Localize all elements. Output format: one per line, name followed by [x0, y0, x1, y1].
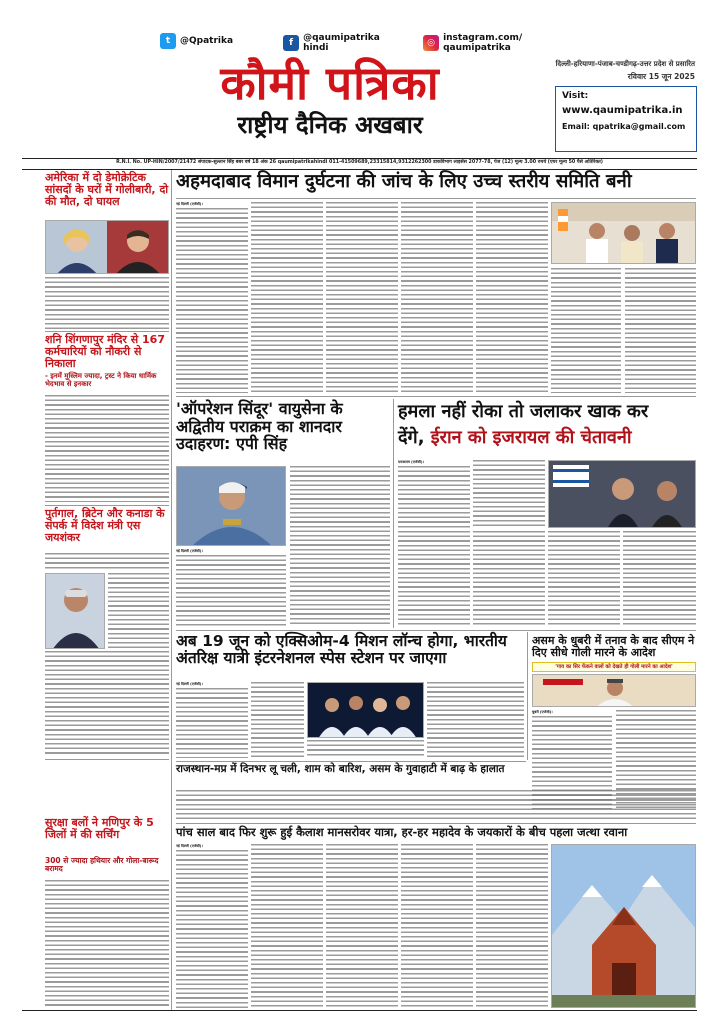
- axiom-col1: [176, 688, 248, 758]
- sidebar-story2-body: [45, 395, 169, 502]
- kailash-col3: [326, 844, 398, 1008]
- iran-col3: [398, 531, 470, 627]
- contact-box: [555, 86, 697, 152]
- axiom-col3: [427, 682, 524, 758]
- social-facebook[interactable]: [283, 33, 380, 53]
- iran-col1: [398, 466, 470, 528]
- kailash-col5: [476, 844, 548, 1008]
- sidebar-story3-body-b: [108, 573, 169, 649]
- twitter-icon: t: [160, 33, 176, 49]
- social-bar: [160, 33, 670, 55]
- iran-israel-photo: [548, 460, 696, 528]
- editions-line: दिल्ली-हरियाणा-पंजाब-चण्डीगढ़-उत्तर प्रदेश से प्रसारित: [555, 60, 695, 68]
- lead-col6: [551, 268, 621, 393]
- facebook-handle: @qaumipatrika hindi: [303, 33, 380, 53]
- op-sindoor-headline: 'ऑपरेशन सिंदूर' वायुसेना के अद्वितीय पराक्रम का शानदार उदाहरण: एपी सिंह: [176, 399, 343, 454]
- assam-headline: असम के धुबरी में तनाव के बाद सीएम ने दिए सीधे गोली मारने के आदेश: [532, 634, 695, 660]
- kailash-col4: [401, 844, 473, 1008]
- lead-col5: [476, 202, 548, 393]
- iran-headline-line2b: ईरान को इजरायल की चेतावनी: [430, 427, 632, 448]
- op-sindoor-dateline: नई दिल्ली (एजेंसी)।: [176, 549, 203, 553]
- axiom-col2: [251, 682, 304, 758]
- visit-label: Visit:: [562, 91, 589, 101]
- sidebar-headline-jaishankar: पुर्तगाल, ब्रिटेन और कनाडा के संपर्क में विदेश मंत्री एस जयशंकर: [45, 507, 165, 545]
- sidebar-headline-us-shooting: अमेरिका में दो डेमोक्रेटिक सांसदों के घरों में गोलीबारी, दो की मौत, दो घायल: [45, 171, 169, 209]
- sidebar-story3-body-a: [45, 553, 169, 571]
- iran-col6: [623, 531, 696, 627]
- sidebar-story3-body-c: [45, 651, 169, 756]
- lead-dateline: नई दिल्ली (एजेंसी)।: [176, 202, 203, 206]
- iran-dateline: यरूशलम (एजेंसी)।: [398, 460, 424, 464]
- op-sindoor-body-b: [290, 466, 390, 627]
- axiom-crew-photo: [307, 682, 424, 738]
- axiom-headline: अब 19 जून को एक्सिओम-4 मिशन लॉन्च होगा, भारतीय अंतरिक्ष यात्री इंटरनेशनल स्पेस स्टेशन पर जाएगा: [176, 632, 507, 668]
- lead-headline: अहमदाबाद विमान दुर्घटना की जांच के लिए उच्च स्तरीय समिति बनी: [176, 171, 632, 192]
- sidebar-headline-shani-temple: शनि शिंगणापुर मंदिर से 167 कर्मचारियों को नौकरी से निकाला: [45, 333, 165, 371]
- sidebar-subhead-manipur: 300 से ज्यादा हथियार और गोला-बारूद बरामद: [45, 856, 159, 874]
- lead-col7: [625, 268, 696, 393]
- iran-col5: [548, 531, 620, 627]
- axiom-caption: [307, 740, 424, 758]
- lead-col1: [176, 208, 248, 393]
- instagram-icon: ◎: [423, 35, 439, 51]
- lead-meeting-photo: [551, 202, 696, 264]
- masthead-title: कौमी पत्रिका: [220, 56, 440, 110]
- iran-col4: [473, 531, 545, 627]
- ap-singh-photo: [176, 466, 286, 546]
- instagram-handle: instagram.com/ qaumipatrika: [443, 33, 523, 53]
- lead-col4: [401, 202, 473, 393]
- kailash-temple-photo: [551, 844, 696, 1008]
- sidebar-subhead-shani: - इनमें मुस्लिम ज्यादा, ट्रस्ट ने किया धार्मिक भेदभाव से इनकार: [45, 372, 157, 388]
- iran-headline-line1: हमला नहीं रोका तो जलाकर खाक कर: [398, 401, 649, 422]
- assam-dateline: धुबरी (एजेंसी)।: [532, 710, 553, 714]
- kailash-col1: [176, 850, 248, 1008]
- iran-headline-line2: [398, 428, 696, 448]
- masthead-tagline: राष्ट्रीय दैनिक अखबार: [237, 111, 423, 139]
- registration-line: R.N.I. No. UP-HIN/2007/21472 संपादक-सुल्तान सिंह बबर वर्ष 18 अंक 26 qaumipatrikahindi 011-41509689,23315814,9312262300 डाकविभाग लाइसेंस 2077-78, पेज (12) मूल्य 3.00 रुपये (एयर मूल्य 50 पैसे अतिरिक्त): [116, 160, 603, 165]
- op-sindoor-body-a: [176, 555, 286, 627]
- weather-headline: राजस्थान-मप्र में दिनभर लू चली, शाम को बारिश, असम के गुवाहाटी में बाढ़ के हालात: [176, 763, 505, 775]
- website-link[interactable]: www.qaumipatrika.in: [562, 105, 683, 116]
- twitter-handle: @Qpatrika: [180, 36, 234, 46]
- axiom-dateline: नई दिल्ली (एजेंसी)।: [176, 682, 203, 686]
- weather-body: [176, 790, 696, 820]
- jaishankar-photo: [45, 573, 105, 649]
- email-link[interactable]: Email: qpatrika@gmail.com: [562, 122, 686, 131]
- social-twitter[interactable]: [160, 33, 233, 49]
- sidebar-story1-body: [45, 277, 169, 329]
- iran-col2: [473, 460, 545, 528]
- kailash-headline: पांच साल बाद फिर शुरू हुई कैलाश मानसरोवर यात्रा, हर-हर महादेव के जयकारों के बीच पहला जत्था रवाना: [176, 825, 628, 839]
- social-instagram[interactable]: [423, 33, 543, 53]
- sidebar-story4-body: [45, 880, 169, 1008]
- sidebar-headline-manipur: सुरक्षा बलों ने मणिपुर के 5 जिलों में की सर्चिंग: [45, 816, 154, 842]
- lead-col2: [251, 202, 323, 393]
- date-line: रविवार 15 जून 2025: [627, 72, 695, 81]
- lawmaker-portrait-2: [107, 221, 168, 274]
- us-lawmakers-photo: [45, 220, 169, 274]
- kailash-col2: [251, 844, 323, 1008]
- lawmaker-portrait-1: [46, 221, 107, 274]
- himanta-photo: [532, 674, 696, 707]
- kailash-dateline: नई दिल्ली (एजेंसी)।: [176, 844, 203, 848]
- iran-headline-line2a: देंगे,: [398, 427, 431, 448]
- assam-banner: 'गाय का सिर फेंकने वालों को देखते ही गोली मारने का आदेश': [532, 662, 696, 672]
- facebook-icon: f: [283, 35, 299, 51]
- lead-col3: [326, 202, 398, 393]
